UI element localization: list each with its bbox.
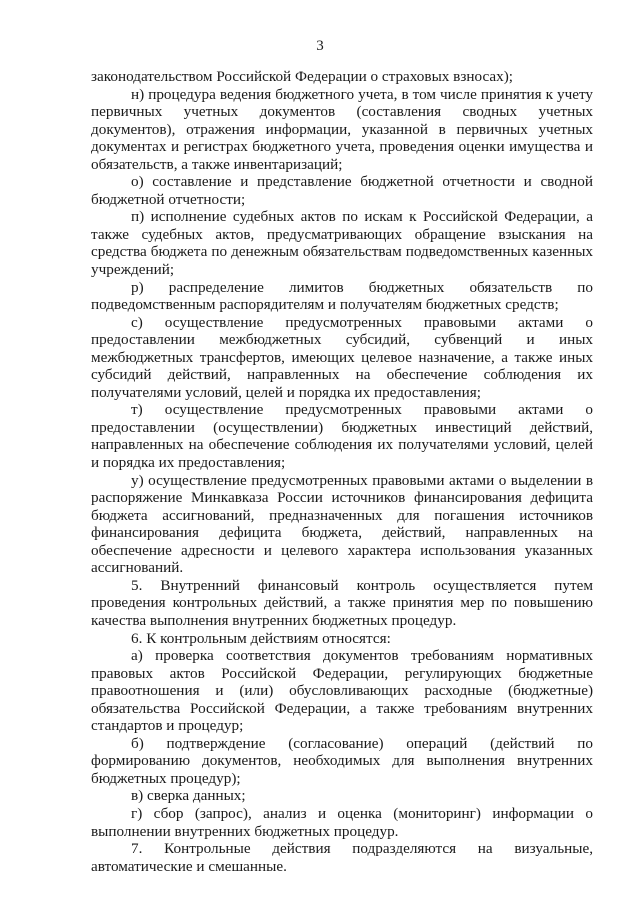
paragraph-item-n: н) процедура ведения бюджетного учета, в том числе принятия к учету первичных учетных документов (составления сводных учетных документов), отражения информации, указанной в первичных учетных документах и регистрах бюджетного учета, проведения оценки имущества и обязательств, а также инвентаризаций; [91, 85, 593, 173]
paragraph-item-s: с) осуществление предусмотренных правовыми актами о предоставлении межбюджетных субсидий, субвенций и иных межбюджетных трансфертов, имеющих целевое назначение, а также иных субсидий действий, направленных на обеспечение соблюдения их получателями условий, целей и порядка их предоставления; [91, 313, 593, 401]
paragraph-continuation: законодательством Российской Федерации о страховых взносах); [91, 68, 513, 85]
paragraph-section-6: 6. К контрольным действиям относятся: [131, 629, 391, 647]
paragraph-item-v: в) сверка данных; [131, 787, 246, 805]
paragraph-item-o: о) составление и представление бюджетной отчетности и сводной бюджетной отчетности; [91, 173, 593, 208]
paragraph-item-g: г) сбор (запрос), анализ и оценка (мониторинг) информации о выполнении внутренних бюджетных процедур. [91, 804, 593, 840]
document-body [91, 68, 593, 875]
paragraph-item-r: р) распределение лимитов бюджетных обязательств по подведомственным распорядителям и получателям бюджетных средств; [91, 278, 593, 314]
paragraph-section-7: 7. Контрольные действия подразделяются на визуальные, автоматические и смешанные. [91, 840, 593, 875]
page-number: 3 [316, 38, 324, 54]
paragraph-item-b: б) подтверждение (согласование) операций (действий по формированию документов, необходимых для выполнения внутренних бюджетных процедур); [91, 734, 593, 787]
paragraph-item-u: у) осуществление предусмотренных правовыми актами о выделении в распоряжение Минкавказа России источников финансирования дефицита бюджета ассигнований, предназначенных для погашения источников финансирования дефицита бюджета, действий, направленных на обеспечение адресности и целевого характера использования указанных ассигнований. [91, 471, 593, 577]
paragraph-item-p: п) исполнение судебных актов по искам к Российской Федерации, а также судебных актов, предусматривающих обращение взыскания на средства бюджета по денежным обязательствам подведомственных казенных учреждений; [91, 208, 593, 279]
paragraph-item-t: т) осуществление предусмотренных правовыми актами о предоставлении (осуществлении) бюджетных инвестиций действий, направленных на обеспечение соблюдения их получателями условий, целей и порядка их предоставления; [91, 401, 593, 472]
paragraph-section-5: 5. Внутренний финансовый контроль осуществляется путем проведения контрольных действий, а также принятия мер по повышению качества выполнения внутренних бюджетных процедур. [91, 576, 593, 629]
paragraph-item-a: а) проверка соответствия документов требованиям нормативных правовых актов Российской Федерации, регулирующих бюджетные правоотношения и (или) обусловливающих расходные (бюджетные) обязательства Российской Федерации, а также требованиям внутренних стандартов и процедур; [91, 647, 593, 735]
